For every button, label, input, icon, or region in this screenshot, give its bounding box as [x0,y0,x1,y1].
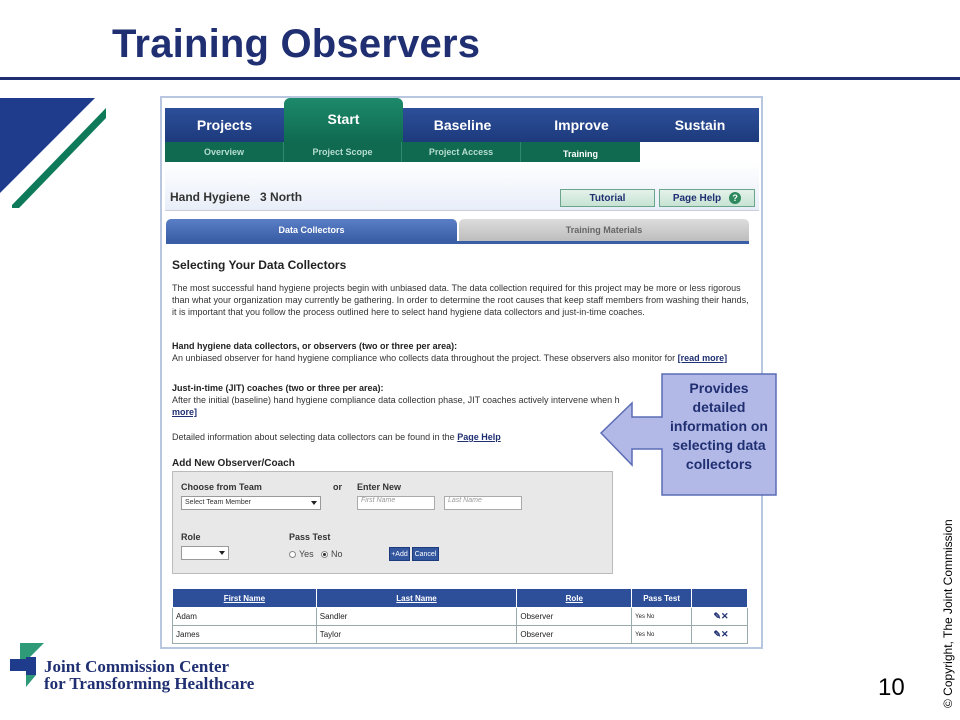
yes-label: Yes [299,549,314,559]
jc-logo-mark [10,643,46,689]
project-title: Hand Hygiene 3 North [170,190,303,204]
nav-tab-sustain[interactable]: Sustain [674,117,726,133]
logo-line-2: for Transforming Healthcare [44,674,255,693]
cell-first: Adam [173,608,317,626]
intro-text: The most successful hand hygiene projects begin with unbiased data. The data collection required for this project may be more or less rigorous than what your organization may currently be gathering. In order to determine the root causes that keep staff members from washing their hands, it is important that you follow the process outlined here to select hand hygiene data collectors and just-in-time coaches. [172,283,749,317]
copyright: © Copyright, The Joint Commission [941,519,955,708]
page-help-button[interactable] [659,189,755,207]
subnav-project-scope[interactable]: Project Scope [284,142,402,162]
col-actions [692,589,748,608]
last-name-field[interactable]: Last Name [444,496,522,510]
observers-block [172,340,750,364]
col-last-name[interactable]: Last Name [316,589,517,608]
cell-first: James [173,626,317,644]
subnav-training[interactable]: Training [521,142,640,166]
tutorial-label: Tutorial [589,192,626,204]
tab-data-collectors[interactable]: Data Collectors [166,219,457,241]
cell-role: Observer [517,626,632,644]
add-button[interactable]: +Add [389,547,410,561]
nav-tab-start[interactable]: Start [284,98,403,142]
read-more-link[interactable]: [read more] [677,353,728,363]
read-more-link-2[interactable]: more] [172,407,198,417]
first-name-field[interactable]: First Name [357,496,435,510]
delete-icon[interactable]: ✕ [721,629,729,639]
edit-icon[interactable]: ✎ [713,629,722,639]
pass-no-radio[interactable] [321,549,343,559]
radio-off-icon [289,551,296,558]
tab-training-materials[interactable]: Training Materials [459,219,749,241]
jit-heading: Just-in-time (JIT) coaches (two or three per area): [172,383,384,393]
cell-pass[interactable]: Yes No [632,608,692,626]
chevron-down-icon [219,551,225,555]
observers-text: An unbiased observer for hand hygiene compliance who collects data throughout the project. These observers also monitor for [172,353,676,363]
tab-rule [166,241,749,244]
delete-icon[interactable]: ✕ [721,611,729,621]
cell-actions [692,626,748,644]
no-label: No [331,549,343,559]
observers-table [172,588,748,644]
nav-tab-improve[interactable]: Improve [554,117,609,133]
role-select[interactable] [181,546,229,560]
table-row [173,608,748,626]
pass-yes-radio[interactable] [289,549,314,559]
logo-line-1: Joint Commission Center [44,657,230,676]
section-title: Selecting Your Data Collectors [172,258,347,272]
cancel-button[interactable]: Cancel [412,547,439,561]
radio-on-icon [321,551,328,558]
cell-last: Taylor [316,626,517,644]
nav-tab-projects[interactable]: Projects [196,117,253,133]
help-icon: ? [729,192,741,204]
slide-title: Training Observers [112,22,481,66]
corner-decoration [0,98,110,208]
team-member-select-value: Select Team Member [185,499,252,506]
page-help-label: Page Help [672,192,722,204]
choose-from-team-label: Choose from Team [181,482,262,492]
details-text: Detailed information about selecting data collectors can be found in the [172,432,455,442]
sub-nav [165,142,640,162]
col-first-name[interactable]: First Name [173,589,317,608]
slide-number: 10 [878,674,905,701]
subnav-project-access[interactable]: Project Access [402,142,521,162]
enter-new-label: Enter New [357,482,402,492]
nav-tab-baseline[interactable]: Baseline [433,117,492,133]
tutorial-button[interactable] [560,189,655,207]
cell-last: Sandler [316,608,517,626]
logo-text [44,658,254,692]
chevron-down-icon [311,501,317,505]
cell-pass[interactable]: Yes No [632,626,692,644]
jit-text: After the initial (baseline) hand hygiene compliance data collection phase, JIT coaches actively intervene when h [172,395,620,405]
table-row [173,626,748,644]
col-pass-test: Pass Test [632,589,692,608]
main-nav [165,108,759,142]
or-label: or [333,482,342,492]
callout-text: Provides detailed information on selecting data collectors [670,380,768,472]
subnav-overview[interactable]: Overview [165,142,284,162]
page-help-link[interactable]: Page Help [457,432,501,442]
cell-actions [692,608,748,626]
col-role[interactable]: Role [517,589,632,608]
table-header [173,589,748,608]
add-observer-title: Add New Observer/Coach [172,458,295,469]
title-rule [0,77,960,80]
team-member-select[interactable] [181,496,321,510]
edit-icon[interactable]: ✎ [713,611,722,621]
pass-test-label: Pass Test [289,532,331,542]
role-label: Role [181,532,201,542]
cell-role: Observer [517,608,632,626]
observers-heading: Hand hygiene data collectors, or observers (two or three per area): [172,341,458,351]
